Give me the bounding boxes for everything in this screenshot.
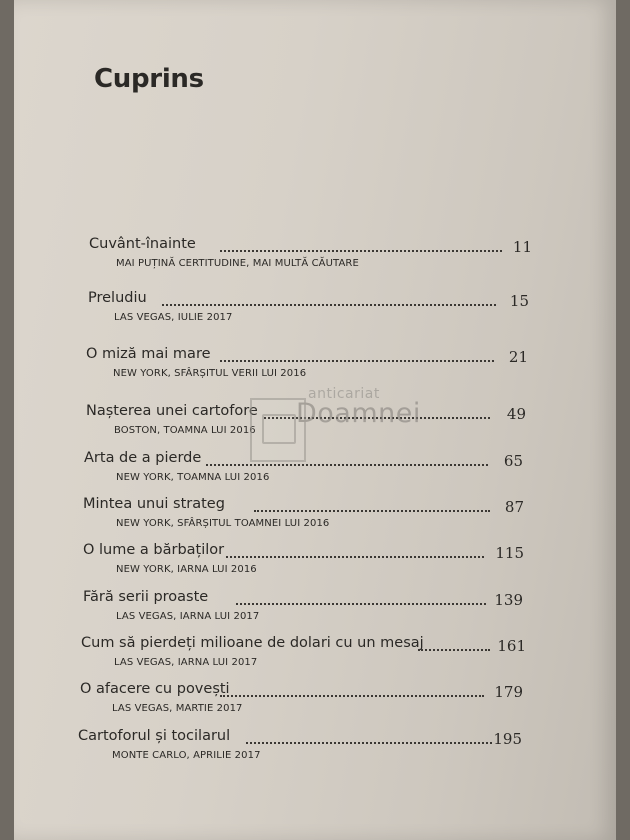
toc-entry-title: Fără serii proaste: [83, 589, 209, 605]
dot-leader: [206, 464, 488, 466]
dot-leader: [220, 695, 484, 697]
toc-entry-title: Cuvânt-înainte: [89, 236, 196, 252]
toc-entry-page: 139: [494, 591, 523, 609]
toc-entry-subtitle: LAS VEGAS, MARTIE 2017: [112, 703, 243, 714]
toc-entry-page: 11: [512, 238, 532, 256]
dot-leader: [236, 603, 486, 605]
toc-entry-page: 115: [495, 544, 524, 562]
dot-leader: [220, 250, 502, 252]
toc-entry-subtitle: NEW YORK, IARNA LUI 2016: [116, 564, 257, 575]
toc-entry-subtitle: LAS VEGAS, IARNA LUI 2017: [116, 611, 260, 622]
dot-leader: [162, 304, 496, 306]
toc-entry-subtitle: NEW YORK, SFÂRȘITUL TOAMNEI LUI 2016: [116, 518, 330, 529]
toc-entry-subtitle: NEW YORK, TOAMNA LUI 2016: [116, 472, 270, 483]
toc-entry-page: 179: [494, 683, 523, 701]
dot-leader: [226, 556, 484, 558]
dot-leader: [254, 510, 490, 512]
toc-entry-page: 161: [497, 637, 526, 655]
dot-leader: [418, 649, 490, 651]
toc-entry-page: 15: [509, 292, 529, 310]
watermark: [238, 384, 428, 462]
toc-entry-page: 21: [508, 348, 528, 366]
toc-entry-page: 65: [503, 452, 523, 470]
toc-entry-subtitle: LAS VEGAS, IARNA LUI 2017: [114, 657, 258, 668]
toc-entry-title: Mintea unui strateg: [83, 496, 225, 512]
toc-entry-title: O miză mai mare: [86, 346, 211, 362]
toc-entry-subtitle: MAI PUȚINĂ CERTITUDINE, MAI MULTĂ CĂUTARE: [116, 258, 359, 269]
toc-entry-subtitle: NEW YORK, SFÂRȘITUL VERII LUI 2016: [113, 368, 307, 379]
book-icon: [262, 414, 296, 444]
toc-entry-page: 49: [506, 405, 526, 423]
toc-entry-title: Cum să pierdeți milioane de dolari cu un mesaj: [81, 635, 424, 651]
toc-entry-title: O afacere cu povești: [80, 681, 230, 697]
toc-entry-page: 87: [504, 498, 524, 516]
toc-entry-title: Nașterea unei cartofore: [86, 403, 258, 419]
watermark-top-text: anticariat: [308, 386, 380, 402]
dot-leader: [246, 742, 492, 744]
toc-entry-title: Arta de a pierde: [84, 450, 202, 466]
toc-entry-title: O lume a bărbaților: [83, 542, 225, 558]
dot-leader: [220, 360, 494, 362]
toc-entry-title: Cartoforul și tocilarul: [78, 728, 231, 744]
book-page: [14, 0, 616, 840]
toc-entry-subtitle: MONTE CARLO, APRILIE 2017: [112, 750, 261, 761]
page-title: Cuprins: [94, 64, 204, 94]
toc-entry-page: 195: [493, 730, 522, 748]
toc-entry-title: Preludiu: [88, 290, 147, 306]
toc-entry-subtitle: BOSTON, TOAMNA LUI 2016: [114, 425, 256, 436]
toc-entry-subtitle: LAS VEGAS, IULIE 2017: [114, 312, 233, 323]
watermark-main-text: Doamnei: [296, 398, 421, 429]
